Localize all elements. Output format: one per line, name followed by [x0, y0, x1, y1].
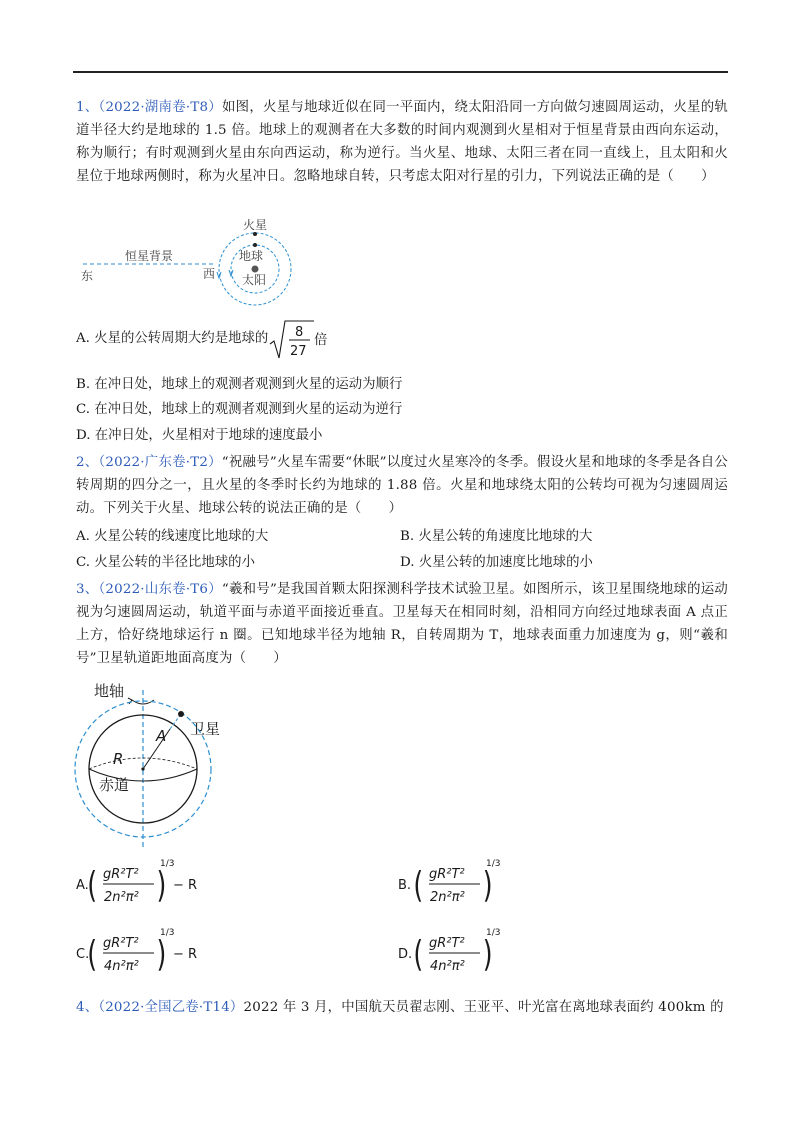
question-source: （2022·全国乙卷·T14）: [98, 1000, 244, 1015]
numerator: gR²T²: [103, 936, 139, 951]
earth-label: 地球: [239, 249, 264, 263]
question-number: 2、: [76, 455, 99, 470]
minus-r: − R: [173, 947, 198, 962]
q1-option-c: C. 在冲日处，地球上的观测者观测到火星的运动为逆行: [76, 402, 403, 417]
point-a-label: A: [156, 727, 167, 745]
question-number: 1、: [76, 100, 99, 115]
background-label: 恒星背景: [125, 249, 174, 263]
satellite-dot: [178, 711, 184, 717]
option-label: A.: [76, 878, 89, 893]
satellite-figure: [72, 678, 242, 854]
center-dot: [141, 767, 144, 770]
q2-option-a: A. 火星公转的线速度比地球的大: [76, 529, 269, 544]
left-paren: (: [413, 864, 424, 907]
question-1: [76, 96, 728, 188]
sun-dot: [252, 266, 259, 273]
question-3: [76, 578, 728, 670]
left-paren: (: [413, 933, 424, 976]
numerator: gR²T²: [103, 867, 139, 882]
numerator: gR²T²: [429, 867, 465, 882]
numerator: gR²T²: [429, 936, 465, 951]
q3-option-d: [398, 923, 518, 987]
question-2: [76, 451, 728, 520]
denominator: 4n²π²: [104, 959, 139, 974]
satellite-label: 卫星: [190, 720, 221, 738]
q1-option-a-text: A. 火星的公转周期大约是地球的: [76, 331, 269, 346]
question-stem: 如图，火星与地球近似在同一平面内，绕太阳沿同一方向做匀速圆周运动，火星的轨道半径大约是地球的 1.5 倍。地球上的观测者在大多数的时间内观测到火星相对于恒星背景由西向东运动，称为顺行；有时观测到火星由东向西运动，称为逆行。当火星、地球、太阳三者在同一直线上，且太阳和火星位于地球两侧时，称为火星冲日。忽略地球自转，只考虑太阳对行星的引力，下列说法正确的是（ ）: [76, 100, 728, 184]
right-paren: ): [482, 864, 493, 907]
left-paren: (: [87, 864, 98, 907]
q3-option-a: [76, 854, 226, 918]
minus-r: − R: [173, 878, 198, 893]
denominator: 2n²π²: [430, 890, 465, 905]
question-number: 4、: [76, 1000, 99, 1015]
exponent: 1/3: [486, 859, 501, 869]
exponent: 1/3: [486, 928, 501, 938]
question-stem: 2022 年 3 月，中国航天员翟志刚、王亚平、叶光富在离地球表面约 400km 的: [243, 1000, 724, 1015]
q1-option-a-suffix: 倍: [314, 333, 328, 348]
denominator: 2n²π²: [104, 890, 139, 905]
header-rule: [73, 71, 728, 73]
right-paren: ): [482, 933, 493, 976]
east-label: 东: [81, 269, 94, 283]
fraction-den: 27: [290, 344, 307, 359]
right-paren: ): [156, 933, 167, 976]
sun-label: 太阳: [242, 273, 267, 287]
exponent: 1/3: [160, 859, 175, 869]
equator-label: 赤道: [99, 776, 130, 794]
earth-dot: [253, 243, 257, 247]
mars-dot: [253, 232, 257, 236]
west-label: 西: [203, 267, 216, 281]
question-stem: “祝融号”火星车需要“休眠”以度过火星寒冷的冬季。假设火星和地球的冬季是各自公转周期的四分之一，且火星的冬季时长约为地球的 1.88 倍。火星和地球绕太阳的公转均可视为匀速圆周运动。下列关于火星、地球公转的说法正确的是（ ）: [76, 455, 728, 516]
q2-option-b: B. 火星公转的角速度比地球的大: [400, 529, 593, 544]
q1-option-b: B. 在冲日处，地球上的观测者观测到火星的运动为顺行: [76, 377, 403, 392]
orbit-figure: [73, 214, 303, 309]
denominator: 4n²π²: [430, 959, 465, 974]
q3-option-c: [76, 923, 226, 987]
q1-option-d: D. 在冲日处，火星相对于地球的速度最小: [76, 428, 323, 443]
radius-label: R: [113, 750, 124, 768]
q1-option-a: [76, 329, 268, 349]
axis-label: 地轴: [94, 682, 125, 700]
question-number: 3、: [76, 582, 99, 597]
q3-option-b: [398, 854, 518, 918]
option-label: D.: [398, 947, 413, 962]
q2-option-c: C. 火星公转的半径比地球的小: [76, 555, 255, 570]
question-source: （2022·广东卷·T2）: [98, 455, 222, 470]
question-stem: “羲和号”是我国首颗太阳探测科学技术试验卫星。如图所示，该卫星围绕地球的运动视为匀速圆周运动，轨道平面与赤道平面接近垂直。卫星每天在相同时刻，沿相同方向经过地球表面 A 点正上方，恰好绕地球运行 n 圈。已知地球半径为地轴 R，自转周期为 T，地球表面重力加速度为 g，则“羲和号”卫星轨道距地面高度为（ ）: [76, 582, 728, 666]
mars-label: 火星: [243, 218, 268, 232]
sqrt-fraction: [268, 318, 316, 362]
question-source: （2022·湖南卷·T8）: [98, 100, 222, 115]
right-paren: ): [156, 864, 167, 907]
option-label: B.: [398, 878, 412, 893]
left-paren: (: [87, 933, 98, 976]
exponent: 1/3: [160, 928, 175, 938]
fraction-num: 8: [295, 325, 304, 340]
option-label: C.: [76, 947, 90, 962]
question-source: （2022·山东卷·T6）: [98, 582, 222, 597]
q2-option-d: D. 火星公转的加速度比地球的小: [400, 555, 593, 570]
question-4: [76, 996, 728, 1019]
